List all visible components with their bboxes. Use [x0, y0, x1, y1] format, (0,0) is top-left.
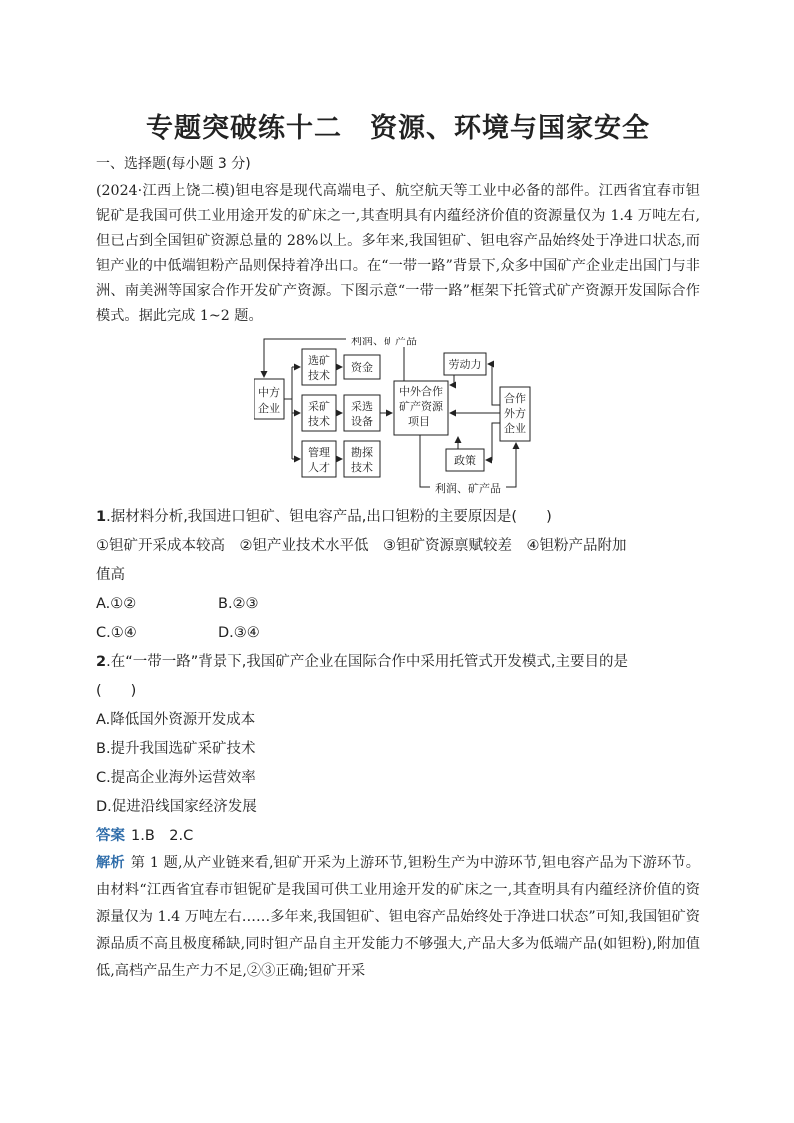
diagram-china-line2: 企业 — [258, 402, 280, 415]
diagram-china-line1: 中方 — [258, 386, 280, 399]
diagram-bottom-label: 利润、矿产品 — [435, 482, 501, 495]
diagram-equip-line1: 采选 — [351, 400, 373, 413]
question-2-stem-cont: ( ) — [96, 683, 137, 699]
diagram-foreign-line3: 企业 — [504, 422, 526, 435]
answer-label: 答案 — [96, 828, 125, 844]
option-c: C.提高企业海外运营效率 — [96, 770, 256, 786]
option-d: D.促进沿线国家经济发展 — [96, 799, 257, 815]
diagram-ore-line1: 选矿 — [308, 354, 330, 367]
option-b: B.提升我国选矿采矿技术 — [96, 741, 256, 757]
option-a: A.降低国外资源开发成本 — [96, 712, 256, 728]
question-2-stem — [96, 648, 700, 677]
answer-text: 1.B 2.C — [131, 828, 194, 844]
option-b: B.②③ — [218, 596, 259, 612]
question-1-stem — [96, 503, 700, 532]
question-1 — [96, 503, 700, 648]
question-1-number: 1 — [96, 509, 107, 525]
diagram-mgmt-line1: 管理 — [308, 446, 330, 459]
question-1-options-row2 — [96, 619, 700, 648]
diagram-ore-line2: 技术 — [308, 369, 330, 382]
question-1-text: .据材料分析,我国进口钽矿、钽电容产品,出口钽粉的主要原因是( ) — [106, 509, 552, 525]
diagram-explore-line1: 勘探 — [351, 446, 373, 459]
diagram-labor: 劳动力 — [448, 358, 482, 371]
option-d: D.③④ — [218, 625, 260, 641]
diagram-policy: 政策 — [454, 454, 476, 467]
diagram-capital: 资金 — [351, 361, 373, 374]
diagram-project-line1: 中外合作 — [399, 385, 443, 398]
diagram-equip-line2: 设备 — [351, 415, 373, 428]
diagram-svg — [254, 337, 554, 497]
diagram-mining-line1: 采矿 — [308, 400, 330, 413]
page — [96, 96, 700, 985]
question-1-statements: ①钽矿开采成本较高 ②钽产业技术水平低 ③钽矿资源禀赋较差 ④钽粉产品附加 — [96, 538, 627, 554]
diagram-mining-line2: 技术 — [308, 415, 330, 428]
diagram-foreign-line2: 外方 — [504, 407, 526, 420]
question-2-number: 2 — [96, 654, 107, 670]
intro-text: (2024·江西上饶二模)钽电容是现代高端电子、航空航天等工业中必备的部件。江西省宜春市钽铌矿是我国可供工业用途开发的矿床之一,其查明具有内蕴经济价值的资源量仅为 1.4 万吨左右,但已占到全国钽矿资源总量的 28%以上。多年来,我国钽矿、钽电容产品始终处于净进口状态,而钽产业的中低端钽粉产品则保持着净出口。在“一带一路”背景下,众多中国矿产企业走出国门与非洲、南美洲等国家合作开发矿产资源。下图示意“一带一路”框架下托管式矿产资源开发国际合作模式。据此完成 1~2 题。 — [96, 183, 700, 324]
analysis-block — [96, 850, 700, 985]
page-title: 专题突破练十二 资源、环境与国家安全 — [146, 113, 650, 144]
question-1-options-row1 — [96, 590, 700, 619]
question-2-text: .在“一带一路”背景下,我国矿产企业在国际合作中采用托管式开发模式,主要目的是 — [106, 654, 628, 670]
diagram-explore-line2: 技术 — [351, 461, 373, 474]
diagram-top-label: 利润、矿产品 — [351, 337, 417, 347]
diagram-foreign-line1: 合作 — [504, 392, 526, 405]
analysis-text: 第 1 题,从产业链来看,钽矿开采为上游环节,钽粉生产为中游环节,钽电容产品为下游环节。由材料“江西省宜春市钽铌矿是我国可供工业用途开发的矿床之一,其查明具有内蕴经济价值的资源量仅为 1.4 万吨左右……多年来,我国钽矿、钽电容产品始终处于净进口状态”可知,我国钽矿资源品质不高且极度稀缺,同时钽产品自主开发能力不够强大,产品大多为低端产品(如钽粉),附加值低,高档产品生产力不足,②③正确;钽矿开采 — [96, 855, 700, 979]
answer-line — [96, 822, 700, 850]
diagram-project-line3: 项目 — [408, 415, 430, 428]
question-1-statements-cont: 值高 — [96, 567, 125, 583]
analysis-label: 解析 — [96, 855, 125, 871]
diagram-mgmt-line2: 人才 — [308, 461, 330, 474]
diagram-project-line2: 矿产资源 — [399, 400, 443, 413]
option-c: C.①④ — [96, 625, 137, 641]
section-heading: 一、选择题(每小题 3 分) — [96, 156, 251, 172]
question-2 — [96, 648, 700, 822]
option-a: A.①② — [96, 596, 137, 612]
cooperation-diagram — [254, 337, 554, 497]
